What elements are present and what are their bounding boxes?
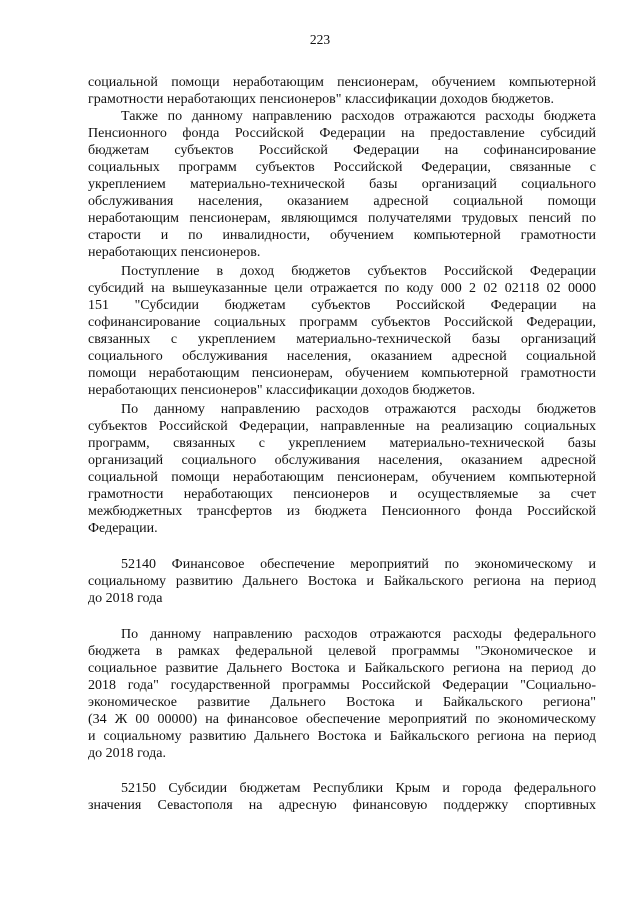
text-line: По данному направлению расходов отражаются расходы бюджетов — [121, 402, 596, 417]
text-line: укреплением материально-технической базы организаций социального — [88, 177, 596, 192]
text-line: социальное развитие Дальнего Востока и Байкальского региона на период до — [88, 661, 596, 676]
text-line: и социальному развитию Дальнего Востока и Байкальского региона на период — [88, 729, 596, 744]
text-line: Поступление в доход бюджетов субъектов Российской Федерации — [121, 264, 596, 279]
text-line: субъектов Российской Федерации, направленные на реализацию социальных — [88, 419, 596, 434]
text-line: обслуживания населения, оказанием адресной социальной помощи — [88, 194, 596, 209]
text-line: неработающих пенсионеров. — [88, 245, 261, 260]
text-line: неработающим пенсионерам, являющимся получателями трудовых пенсий по — [88, 211, 596, 226]
text-line: субсидий на вышеуказанные цели отражается по коду 000 2 02 02118 02 0000 — [88, 281, 596, 296]
text-line: 52150 Субсидии бюджетам Республики Крым и города федерального — [121, 781, 596, 796]
text-line: программ, связанных с укреплением материально-технической базы — [88, 436, 596, 451]
text-line: По данному направлению расходов отражаются расходы федерального — [121, 627, 596, 642]
text-line: софинансирование социальных программ субъектов Российской Федерации, — [88, 315, 596, 330]
text-line: 2018 года" государственной программы Российской Федерации "Социально- — [88, 678, 596, 693]
text-line: 52140 Финансовое обеспечение мероприятий по экономическому и — [121, 557, 596, 572]
text-line: (34 Ж 00 00000) на финансовое обеспечение мероприятий по экономическому — [88, 712, 596, 727]
text-line: грамотности неработающих пенсионеров" классификации доходов бюджетов. — [88, 92, 555, 107]
text-line: до 2018 года — [88, 591, 163, 606]
text-line: Также по данному направлению расходов отражаются расходы бюджета — [121, 109, 596, 124]
text-line: помощи неработающим пенсионерам, обучением компьютерной грамотности — [88, 366, 596, 381]
text-line: 151 "Субсидии бюджетам субъектов Российской Федерации на — [88, 298, 596, 313]
page-number: 223 — [309, 32, 331, 47]
text-line: старости и по инвалидности, обучением компьютерной грамотности — [88, 228, 596, 243]
text-line: значения Севастополя на адресную финансовую поддержку спортивных — [88, 798, 596, 813]
text-line: до 2018 года. — [88, 746, 166, 761]
text-line: социального обслуживания населения, оказанием адресной социальной — [88, 349, 596, 364]
text-line: экономическое развитие Дальнего Востока и Байкальского региона" — [88, 695, 596, 710]
text-line: межбюджетных трансфертов из бюджета Пенсионного фонда Российской — [88, 504, 596, 519]
text-line: Пенсионного фонда Российской Федерации на предоставление субсидий — [88, 126, 596, 141]
text-line: связанных с укреплением материально-технической базы организаций — [88, 332, 596, 347]
text-line: Федерации. — [88, 521, 158, 536]
text-line: грамотности неработающих пенсионеров и осуществляемые за счет — [88, 487, 596, 502]
text-line: неработающих пенсионеров" классификации доходов бюджетов. — [88, 383, 476, 398]
text-line: социальному развитию Дальнего Востока и Байкальского региона на период — [88, 574, 596, 589]
text-line: организаций социального обслуживания населения, оказанием адресной — [88, 453, 596, 468]
text-line: бюджета в рамках федеральной целевой программы "Экономическое и — [88, 644, 596, 659]
text-line: социальных программ субъектов Российской Федерации, связанные с — [88, 160, 596, 175]
text-line: социальной помощи неработающим пенсионерам, обучением компьютерной — [88, 470, 596, 485]
text-line: бюджетам субъектов Российской Федерации на софинансирование — [88, 143, 596, 158]
text-line: социальной помощи неработающим пенсионерам, обучением компьютерной — [88, 75, 596, 90]
